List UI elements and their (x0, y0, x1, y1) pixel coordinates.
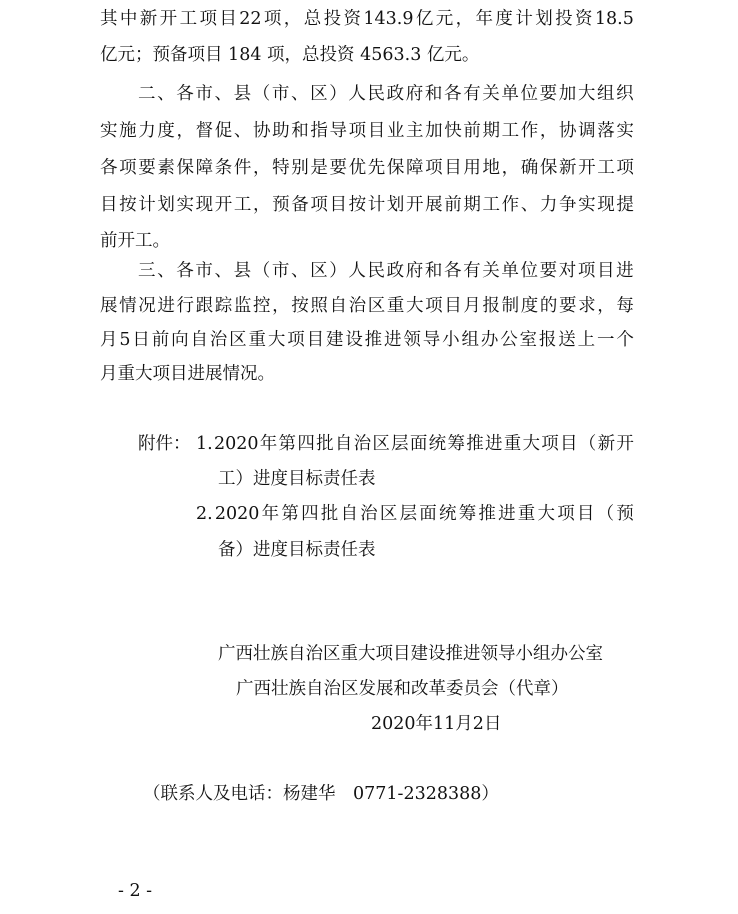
paragraph-3-line-3: 月 5 日 前 向 自 治 区 重 大 项 目 建 设 推 进 领 导 小 组 办 公 室 报 送 上 一 个 (100, 330, 634, 350)
signature-date: 2020年11月2日 (371, 714, 502, 734)
paragraph-3-line-4: 月重大项目进展情况。 (100, 364, 275, 384)
paragraph-2-line-3: 各 项 要 素 保 障 条 件 ， 特 别 是 要 优 先 保 障 项 目 用 地 ， 确 保 新 开 工 项 (100, 158, 634, 178)
attachment-1-line-1: 1. 2020 年 第 四 批 自 治 区 层 面 统 筹 推 进 重 大 项 目 （ 新 开 (196, 434, 634, 454)
paragraph-2-line-1: 二 、 各 市 、 县 （ 市 、 区 ） 人 民 政 府 和 各 有 关 单 位 要 加 大 组 织 (138, 84, 634, 104)
paragraph-1-line-2: 亿元；预备项目 184 项，总投资 4563.3 亿元。 (100, 45, 480, 65)
paragraph-2-line-5: 前开工。 (100, 231, 170, 251)
attachment-2-line-2: 备）进度目标责任表 (218, 540, 376, 560)
paragraph-2-line-2: 实 施 力 度 ， 督 促 、 协 助 和 指 导 项 目 业 主 加 快 前 期 工 作 ， 协 调 落 实 (100, 121, 634, 141)
signature-org-2: 广西壮族自治区发展和改革委员会（代章） (236, 679, 569, 699)
paragraph-3-line-2: 展 情 况 进 行 跟 踪 监 控 ， 按 照 自 治 区 重 大 项 目 月 报 制 度 的 要 求 ， 每 (100, 296, 634, 316)
attachment-label: 附件： (138, 434, 191, 454)
paragraph-2-line-4: 目 按 计 划 实 现 开 工 ， 预 备 项 目 按 计 划 开 展 前 期 工 作 、 力 争 实 现 提 (100, 195, 634, 215)
contact-info: （联系人及电话：杨建华 0771-2328388） (143, 784, 499, 804)
paragraph-1-line-1: 其 中 新 开 工 项 目 22 项 ， 总 投 资 143.9 亿 元 ， 年 度 计 划 投 资 18.5 (100, 9, 634, 29)
paragraph-3-line-1: 三 、 各 市 、 县 （ 市 、 区 ） 人 民 政 府 和 各 有 关 单 位 要 对 项 目 进 (138, 261, 634, 281)
attachment-1-line-2: 工）进度目标责任表 (218, 469, 376, 489)
page-number: - 2 - (118, 881, 153, 901)
attachment-2-line-1: 2. 2020 年 第 四 批 自 治 区 层 面 统 筹 推 进 重 大 项 目 （ 预 (196, 504, 634, 524)
signature-org-1: 广西壮族自治区重大项目建设推进领导小组办公室 (218, 644, 603, 664)
